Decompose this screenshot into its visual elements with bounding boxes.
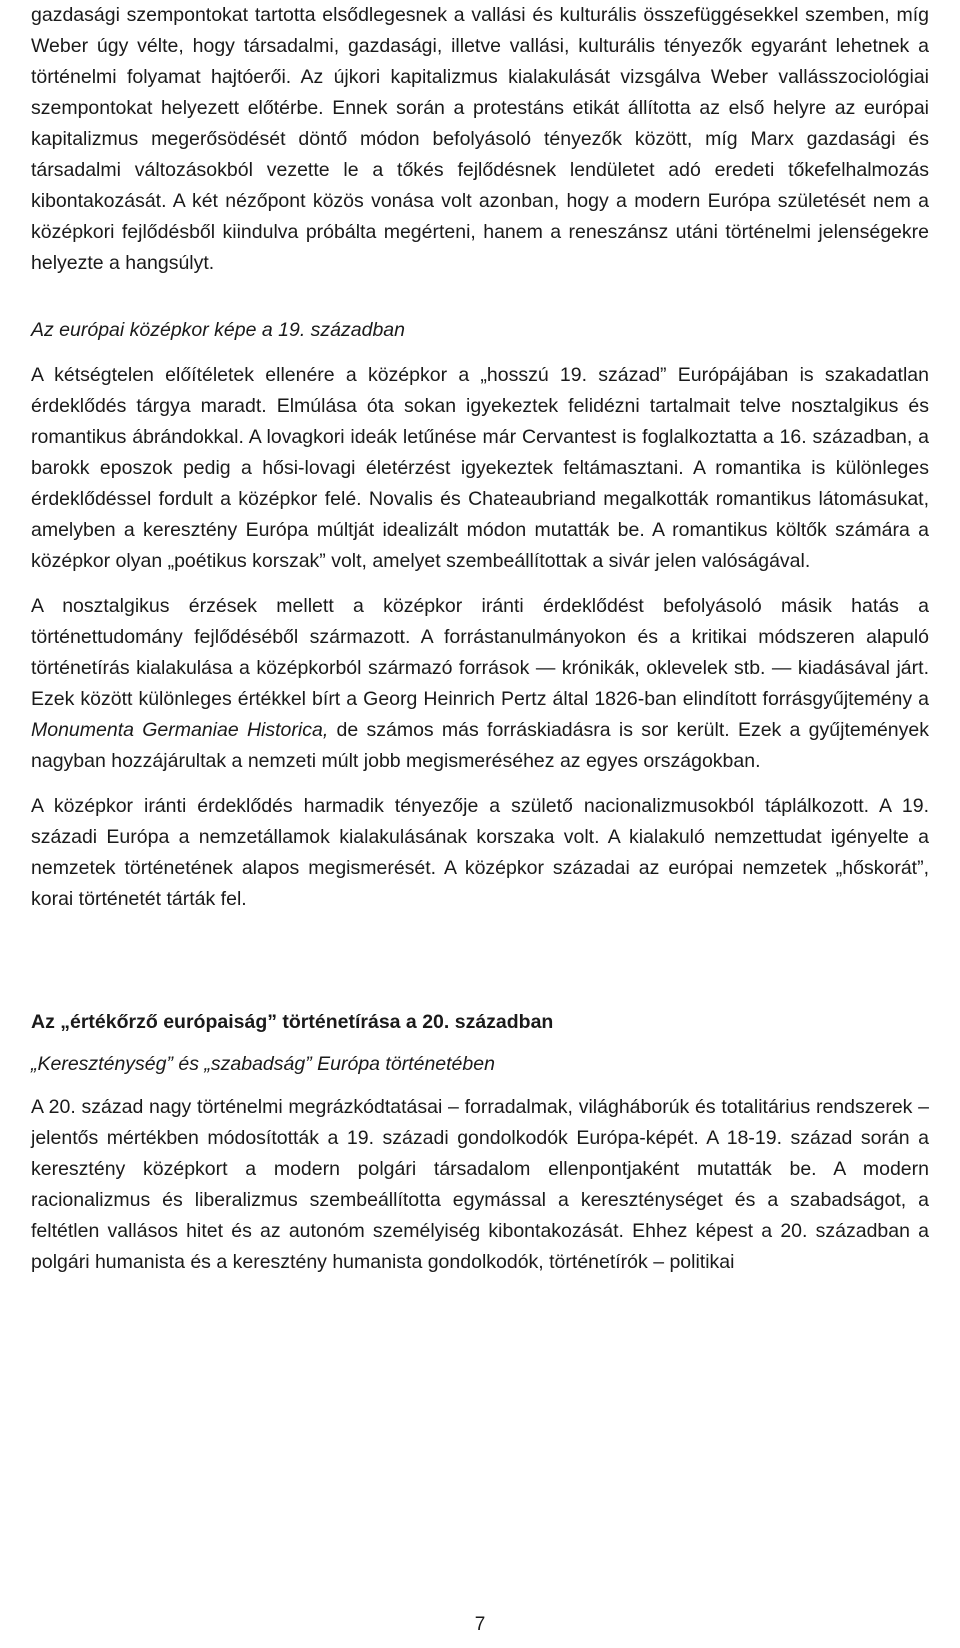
paragraph-section1-2-part-a: A nosztalgikus érzések mellett a középkor iránti érdeklődést befolyásoló másik hatás a történettudomány fejlődéséből származott. A forrástanulmányokon és a kritikai módszeren alapuló történetírás kialakulása a középkorból származó források — krónikák, oklevelek stb. — kiadásával járt. Ezek között különleges értékkel bírt a Georg Heinrich Pertz által 1826-ban elindított forrásgyűjtemény a xyxy=(31,595,929,710)
paragraph-section2-1: A 20. század nagy történelmi megrázkódtatásai – forradalmak, világháborúk és totalitárius rendszerek – jelentős mértékben módosították a 19. századi gondolkodók Európa-képét. A 18-19. század során a keresztény középkort a modern polgári társadalom ellenpontjaként mutatták be. A modern racionalizmus és liberalizmus szembeállította egymással a kereszténységet és a szabadságot, a feltétlen vallásos hitet és az autonóm személyiség kibontakozását. Ehhez képest a 20. században a polgári humanista és a keresztény humanista gondolkodók, történetírók – politikai xyxy=(31,1096,929,1273)
paragraph-section1-3: A középkor iránti érdeklődés harmadik tényezője a születő nacionalizmusokból táplálkozott. A 19. századi Európa a nemzetállamok kialakulásának korszaka volt. A kialakuló nemzettudat igényelte a nemzetek történetének alapos megismerését. A középkor századai az európai nemzetek „hőskorát”, korai történetét tárták fel. xyxy=(31,795,929,910)
page-number: 7 xyxy=(474,1614,486,1635)
section-title-medieval-image: Az európai középkor képe a 19. században xyxy=(31,319,405,341)
spacer xyxy=(31,346,929,360)
paragraph-section1-2-part-b: de számos más forráskiadásra is sor került. Ezek a gyűjtemények nagyban hozzájárultak a nemzeti múlt jobb megismeréséhez az egyes országokban. xyxy=(31,719,929,772)
paragraph-intro: gazdasági szempontokat tartotta elsődlegesnek a vallási és kulturális összefüggésekkel szemben, míg Weber úgy vélte, hogy társadalmi, gazdasági, illetve vallási, kulturális tényezők egyaránt lehetnek a történelmi folyamat hajtóerői. Az újkori kapitalizmus kialakulását vizsgálva Weber vallásszociológiai szempontokat helyezett előtérbe. Ennek során a protestáns etikát állította az első helyre az európai kapitalizmus megerősödését döntő módon befolyásoló tényezők között, míg Marx gazdasági és társadalmi változásokból vezette le a tőkés fejlődésnek lendületet adó eredeti tőkefelhalmozás kibontakozását. A két nézőpont közös vonása volt azonban, hogy a modern Európa születését nem a középkori fejlődésből kiindulva próbálta megérteni, hanem a reneszánsz utáni történelmi jelenségekre helyezte a hangsúlyt. xyxy=(31,4,929,274)
section-title-value-preserving: Az „értékőrző európaiság” történetírása a 20. században xyxy=(31,1011,554,1033)
spacer xyxy=(31,1038,929,1049)
section-subtitle-christianity-freedom: „Kereszténység” és „szabadság” Európa történetében xyxy=(31,1053,495,1075)
paragraph-section1-2 xyxy=(31,591,929,777)
document-page xyxy=(31,0,929,1278)
spacer xyxy=(31,915,929,1007)
spacer xyxy=(31,777,929,791)
paragraph-section1-1: A kétségtelen előítéletek ellenére a középkor a „hosszú 19. század” Európájában is szakadatlan érdeklődés tárgya maradt. Elmúlása óta sokan igyekeztek felidézni tartalmait telve nosztalgikus és romantikus ábrándokkal. A lovagkori ideák letűnése már Cervantest is foglalkoztatta a 16. században, a barokk eposzok pedig a hősi-lovagi életérzést igyekeztek feltámasztani. A romantika is különleges érdeklődéssel fordult a középkor felé. Novalis és Chateaubriand megalkották romantikus látomásukat, amelyben a keresztény Európa múltját idealizált módon mutatták be. A romantikus költők számára a középkor olyan „poétikus korszak” volt, amelyet szembeállítottak a sivár jelen valóságával. xyxy=(31,364,929,572)
spacer xyxy=(31,1080,929,1092)
work-title-monumenta: Monumenta Germaniae Historica, xyxy=(31,719,329,741)
spacer xyxy=(31,279,929,315)
spacer xyxy=(31,577,929,591)
